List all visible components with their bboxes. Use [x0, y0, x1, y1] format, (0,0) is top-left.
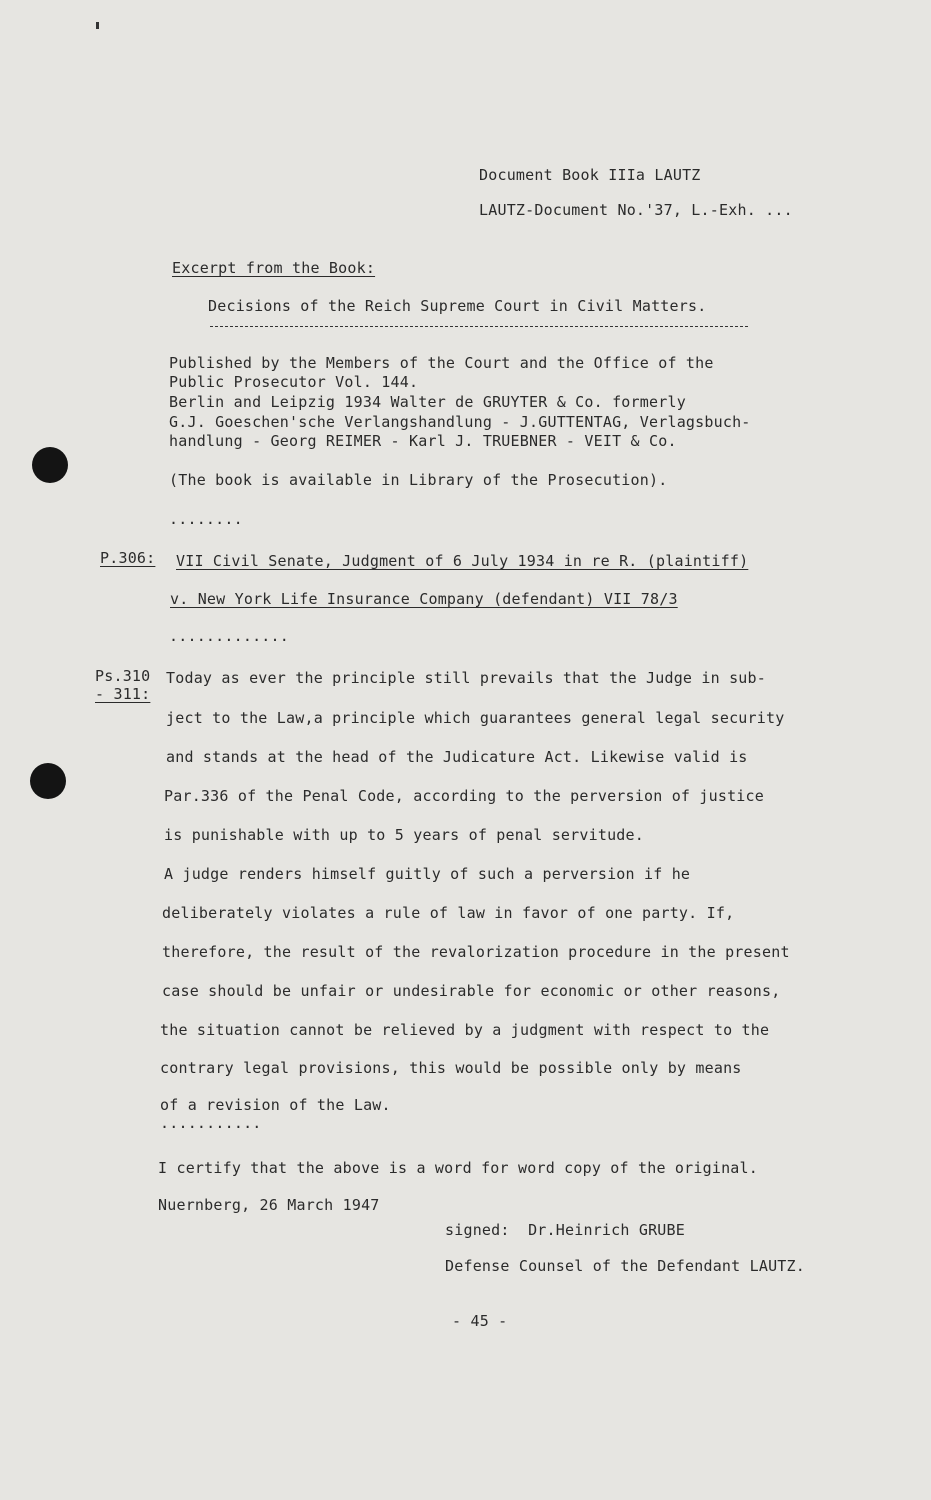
ellipsis-dots: ...........	[160, 1114, 262, 1132]
case-line-2: v. New York Life Insurance Company (defendant) VII 78/3	[170, 590, 678, 608]
availability-note: (The book is available in Library of the Prosecution).	[169, 471, 668, 489]
punch-hole-bottom	[30, 763, 66, 799]
case-page-ref: P.306:	[100, 549, 156, 567]
excerpt-line-6: A judge renders himself guitly of such a perversion if he	[164, 865, 691, 883]
excerpt-line-8: therefore, the result of the revalorization procedure in the present	[162, 943, 790, 961]
excerpt-line-12: of a revision of the Law.	[160, 1096, 391, 1114]
excerpt-line-5: is punishable with up to 5 years of penal servitude.	[164, 826, 644, 844]
excerpt-line-11: contrary legal provisions, this would be possible only by means	[160, 1059, 742, 1077]
excerpt-line-2: ject to the Law,a principle which guarantees general legal security	[166, 709, 785, 727]
signatory-role: Defense Counsel of the Defendant LAUTZ.	[445, 1257, 805, 1275]
document-book-label: Document Book IIIa LAUTZ	[479, 166, 701, 184]
publication-line-4: G.J. Goeschen'sche Verlangshandlung - J.GUTTENTAG, Verlagsbuch-	[169, 413, 751, 431]
document-number: LAUTZ-Document No.'37, L.-Exh. ...	[479, 201, 793, 219]
publication-line-1: Published by the Members of the Court and the Office of the	[169, 354, 714, 372]
excerpt-line-7: deliberately violates a rule of law in favor of one party. If,	[162, 904, 735, 922]
punch-hole-top	[32, 447, 68, 483]
place-and-date: Nuernberg, 26 March 1947	[158, 1196, 380, 1214]
certification-statement: I certify that the above is a word for word copy of the original.	[158, 1159, 758, 1177]
excerpt-label: Excerpt from the Book:	[172, 259, 376, 277]
excerpt-line-4: Par.336 of the Penal Code, according to the perversion of justice	[164, 787, 764, 805]
publication-line-5: handlung - Georg REIMER - Karl J. TRUEBNER - VEIT & Co.	[169, 432, 677, 450]
page-number: - 45 -	[452, 1312, 508, 1330]
book-title: Decisions of the Reich Supreme Court in Civil Matters.	[208, 297, 707, 315]
ellipsis-dots: .............	[169, 627, 289, 645]
excerpt-page-ref-2: - 311:	[95, 685, 151, 703]
corner-mark	[96, 22, 99, 29]
case-line-1: VII Civil Senate, Judgment of 6 July 1934 in re R. (plaintiff)	[176, 552, 749, 570]
excerpt-line-3: and stands at the head of the Judicature Act. Likewise valid is	[166, 748, 748, 766]
publication-line-3: Berlin and Leipzig 1934 Walter de GRUYTER & Co. formerly	[169, 393, 686, 411]
ellipsis-dots: ........	[169, 510, 243, 528]
excerpt-line-9: case should be unfair or undesirable for economic or other reasons,	[162, 982, 781, 1000]
title-divider	[210, 326, 748, 327]
excerpt-line-10: the situation cannot be relieved by a judgment with respect to the	[160, 1021, 770, 1039]
publication-line-2: Public Prosecutor Vol. 144.	[169, 373, 419, 391]
excerpt-page-ref-1: Ps.310	[95, 667, 151, 685]
signature-line: signed: Dr.Heinrich GRUBE	[445, 1221, 685, 1239]
excerpt-line-1: Today as ever the principle still prevails that the Judge in sub-	[166, 669, 766, 687]
